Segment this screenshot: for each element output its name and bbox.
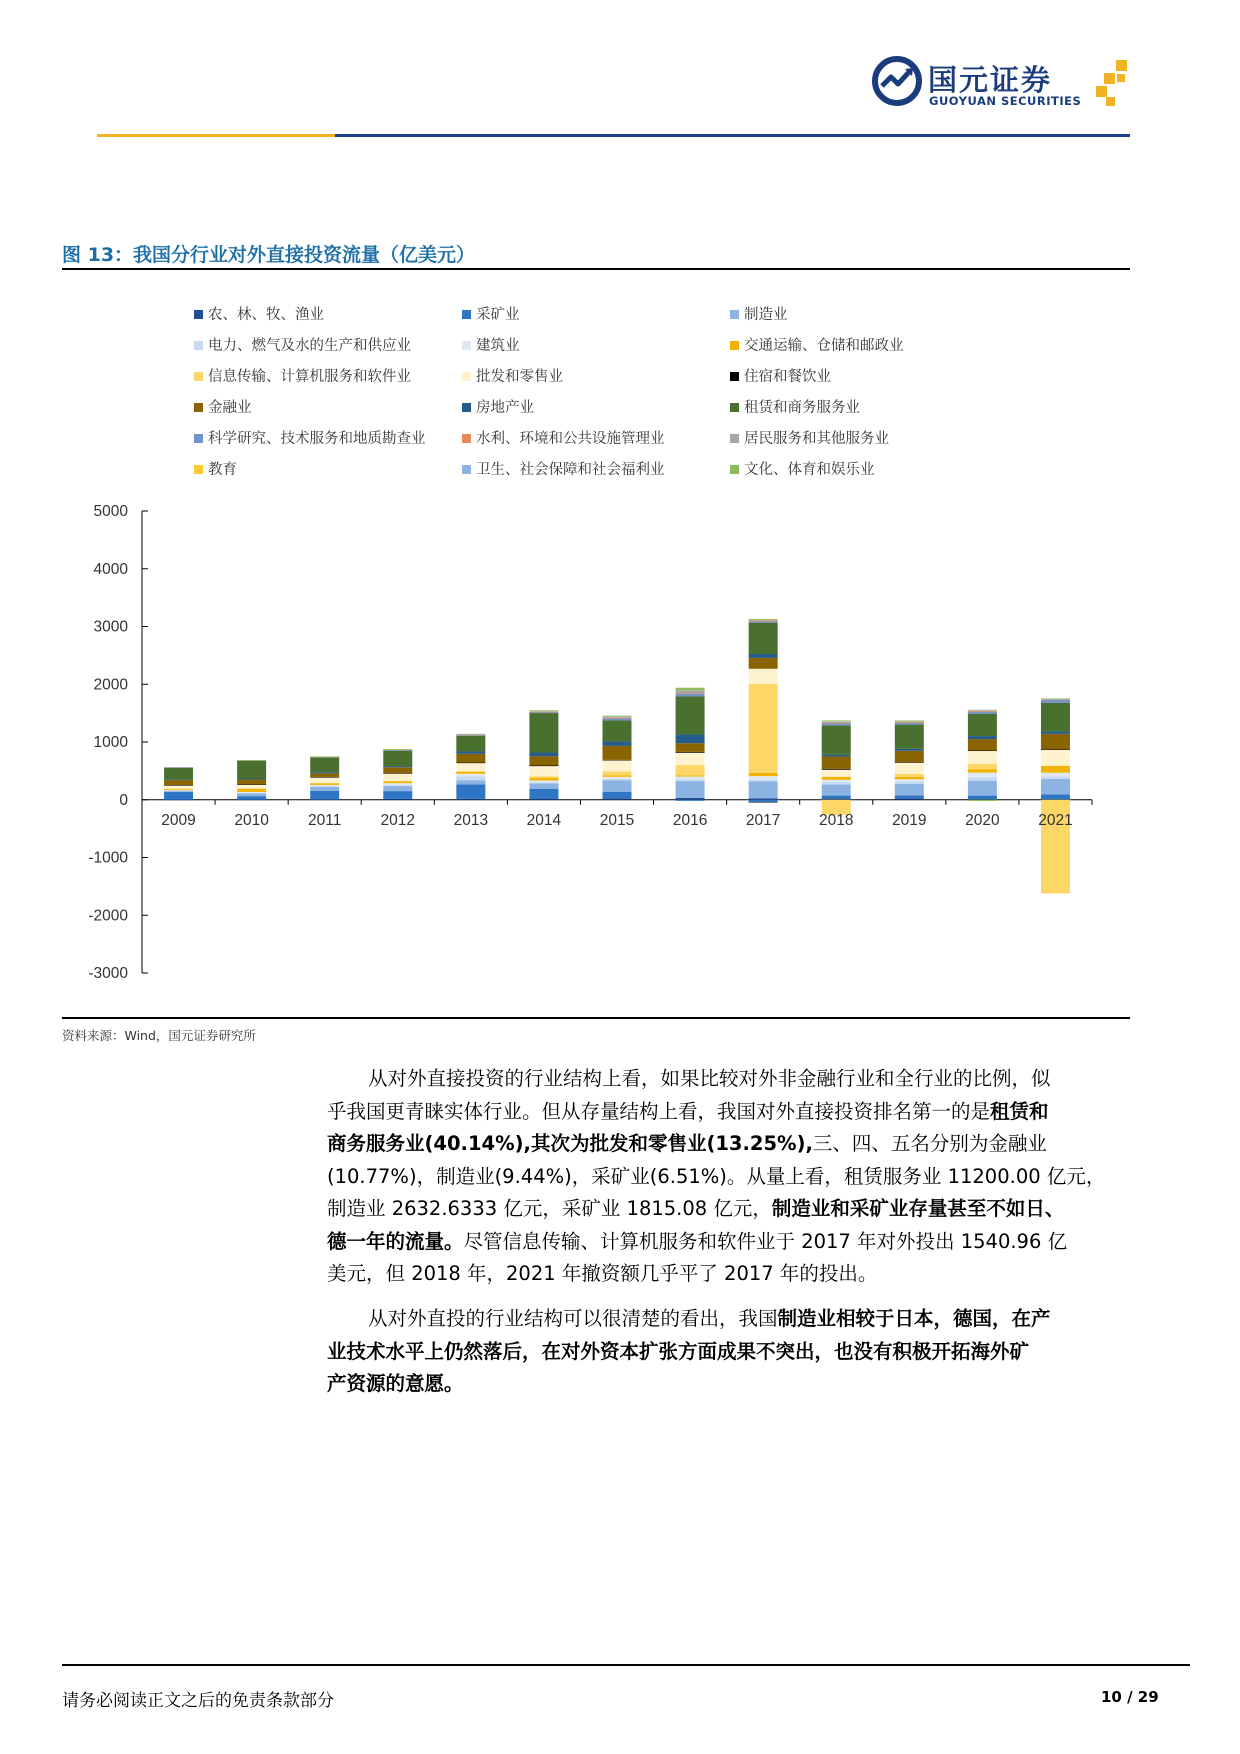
bar-segment xyxy=(968,711,997,712)
bar-segment xyxy=(164,780,193,785)
x-tick-label: 2009 xyxy=(161,811,196,829)
bar-segment xyxy=(310,799,339,800)
bar-segment xyxy=(383,766,412,767)
legend-swatch xyxy=(462,403,471,412)
bar-segment xyxy=(383,773,412,774)
text-line xyxy=(327,1226,1130,1259)
y-tick-label: -1000 xyxy=(88,849,128,867)
bar-segment xyxy=(822,798,851,800)
legend-label: 电力、燃气及水的生产和供应业 xyxy=(208,338,411,354)
bar-segment xyxy=(1041,773,1070,777)
bar-segment xyxy=(383,781,412,782)
legend-swatch xyxy=(462,465,471,474)
bar-segment xyxy=(822,769,851,770)
bar-segment xyxy=(822,785,851,796)
x-tick-label: 2012 xyxy=(380,811,416,829)
page-number: 10 / 29 xyxy=(1101,1688,1159,1706)
bar-segment xyxy=(676,696,705,734)
text-bold-segment: 产资源的意愿。 xyxy=(327,1372,464,1395)
bar-segment xyxy=(749,773,778,776)
legend-label: 文化、体育和娱乐业 xyxy=(744,462,875,478)
bar-segment xyxy=(895,722,924,723)
bar-segment xyxy=(237,793,266,794)
bar-segment xyxy=(1041,750,1070,766)
x-tick-label: 2020 xyxy=(965,811,1000,829)
bar-segment xyxy=(676,694,705,695)
bar-segment xyxy=(383,785,412,786)
text-segment: 尽管信息传输、计算机服务和软件业于 2017 年对外投出 1540.96 亿 xyxy=(463,1229,1068,1253)
footer-rule xyxy=(62,1664,1190,1666)
bar-segment xyxy=(529,753,558,757)
text-segment: (10.77%)，制造业(9.44%)，采矿业(6.51%)。从量上看，租赁服务业 11200.00 亿元， xyxy=(327,1164,1106,1188)
bar-segment xyxy=(676,776,705,777)
y-tick-label: 4000 xyxy=(93,560,128,578)
bar-segment xyxy=(1041,703,1070,732)
bar-segment xyxy=(383,783,412,785)
bar-segment xyxy=(237,799,266,800)
text-line xyxy=(327,1336,1130,1369)
bar-segment xyxy=(310,783,339,784)
bar-segment xyxy=(676,734,705,743)
bar-segment xyxy=(749,781,778,798)
legend-label: 水利、环境和公共设施管理业 xyxy=(476,431,665,447)
bar-segment xyxy=(456,771,485,772)
bar-segment xyxy=(1041,731,1070,733)
bar-segment xyxy=(529,799,558,800)
bar-segment xyxy=(968,739,997,750)
text-bold-segment: 租赁和 xyxy=(990,1099,1049,1123)
text-line xyxy=(327,1063,1130,1096)
figure-source: 资料来源：Wind，国元证券研究所 xyxy=(62,1028,256,1043)
legend-label: 信息传输、计算机服务和软件业 xyxy=(208,369,411,385)
bar-segment xyxy=(529,780,558,782)
bar-segment xyxy=(968,710,997,711)
bar-segment xyxy=(310,777,339,783)
bar-segment xyxy=(749,619,778,620)
x-tick-label: 2016 xyxy=(672,811,708,829)
bar-segment xyxy=(749,654,778,658)
legend-label: 采矿业 xyxy=(476,307,520,323)
bar-segment xyxy=(237,796,266,799)
bar-segment xyxy=(749,658,778,669)
bar-segment xyxy=(968,796,997,800)
bar-segment xyxy=(895,762,924,763)
bar-segment xyxy=(749,684,778,773)
bar-segment xyxy=(529,710,558,711)
text-segment: 从对外直接投资的行业结构上看，如果比较对外非金融行业和全行业的比例，似 xyxy=(368,1067,1051,1090)
bar-segment xyxy=(529,776,558,778)
bar-segment xyxy=(749,802,778,803)
bar-segment xyxy=(968,781,997,796)
legend-swatch xyxy=(462,434,471,443)
bar-segment xyxy=(1041,776,1070,779)
bar-segment xyxy=(1041,698,1070,699)
bar-segment xyxy=(749,780,778,781)
bar-segment xyxy=(895,777,924,779)
bar-segment xyxy=(383,791,412,799)
bar-segment xyxy=(383,750,412,751)
bar-segment xyxy=(1041,779,1070,794)
bar-segment xyxy=(603,779,632,780)
logo-chinese-name: 国元证券 xyxy=(928,63,1053,97)
bar-segment xyxy=(529,782,558,783)
bar-segment xyxy=(676,690,705,693)
bar-segment xyxy=(310,772,339,773)
bar-segment xyxy=(968,714,997,736)
text-line xyxy=(327,1161,1130,1194)
bar-segment xyxy=(968,769,997,773)
bar-segment xyxy=(310,786,339,787)
bar-segment xyxy=(895,720,924,721)
bar-segment xyxy=(603,746,632,760)
bar-segment xyxy=(968,764,997,769)
legend-swatch xyxy=(194,341,203,350)
legend-swatch xyxy=(730,434,739,443)
bar-segment xyxy=(603,760,632,761)
bar-segment xyxy=(456,736,485,752)
text-segment: 美元，但 2018 年，2021 年撤资额几乎平了 2017 年的投出。 xyxy=(327,1262,878,1285)
text-line xyxy=(327,1368,1130,1401)
bar-segment xyxy=(603,760,632,771)
bar-segment xyxy=(310,773,339,777)
bar-segment xyxy=(529,789,558,799)
figure-bottom-rule xyxy=(62,1017,1130,1019)
bar-segment xyxy=(383,799,412,800)
legend-label: 农、林、牧、渔业 xyxy=(208,307,324,323)
text-segment: 制造业 2632.6333 亿元，采矿业 1815.08 亿元， xyxy=(327,1197,772,1220)
bar-segment xyxy=(456,799,485,800)
bar-segment xyxy=(895,725,924,749)
bar-segment xyxy=(822,723,851,724)
bar-segment xyxy=(822,721,851,722)
bar-segment xyxy=(676,777,705,780)
bar-segment xyxy=(968,736,997,739)
bar-segment xyxy=(895,795,924,798)
bar-segment xyxy=(749,621,778,622)
bar-segment xyxy=(456,780,485,784)
bar-segment xyxy=(676,694,705,696)
legend-label: 科学研究、技术服务和地质勘查业 xyxy=(208,431,426,447)
bar-segment xyxy=(383,751,412,766)
bar-segment xyxy=(676,798,705,800)
bar-segment xyxy=(822,756,851,769)
text-line xyxy=(327,1128,1130,1161)
bar-segment xyxy=(529,766,558,777)
legend-label: 教育 xyxy=(208,462,237,478)
bar-segment xyxy=(310,783,339,785)
legend-swatch xyxy=(730,465,739,474)
bar-segment xyxy=(237,793,266,796)
bar-segment xyxy=(895,781,924,783)
bar-segment xyxy=(237,784,266,785)
bar-segment xyxy=(383,773,412,781)
bar-segment xyxy=(1041,799,1070,800)
bar-segment xyxy=(603,792,632,799)
bar-segment xyxy=(310,777,339,778)
legend-swatch xyxy=(194,434,203,443)
bar-segment xyxy=(164,768,193,780)
bar-segment xyxy=(968,799,997,800)
bar-segment xyxy=(456,763,485,764)
legend-swatch xyxy=(462,341,471,350)
y-tick-label: 1000 xyxy=(93,734,128,751)
text-segment: 三、四、五名分别为金融业 xyxy=(812,1132,1047,1155)
legend-swatch xyxy=(730,310,739,319)
legend-swatch xyxy=(462,310,471,319)
x-tick-label: 2011 xyxy=(308,811,342,829)
bar-segment xyxy=(822,770,851,777)
bar-segment xyxy=(237,789,266,792)
bar-segment xyxy=(456,774,485,777)
bar-segment xyxy=(676,743,705,752)
text-line xyxy=(327,1258,1130,1291)
y-tick-label: 5000 xyxy=(93,503,128,520)
bar-segment xyxy=(895,779,924,781)
bar-segment xyxy=(895,774,924,777)
text-bold-segment: 德一年的流量。 xyxy=(327,1229,464,1253)
bar-segment xyxy=(822,725,851,754)
text-bold-segment: 商务服务业(40.14%),其次为批发和零售业(13.25%), xyxy=(327,1132,813,1155)
bar-segment xyxy=(164,780,193,781)
bar-segment xyxy=(895,763,924,774)
bar-segment xyxy=(1041,700,1070,703)
bar-segment xyxy=(456,784,485,798)
bar-segment xyxy=(968,800,997,801)
bar-segment xyxy=(603,717,632,718)
bar-segment xyxy=(676,779,705,781)
legend-swatch xyxy=(194,403,203,412)
x-tick-label: 2017 xyxy=(745,811,781,829)
text-line xyxy=(327,1193,1130,1226)
bar-segment xyxy=(603,777,632,779)
bar-segment xyxy=(676,765,705,776)
y-tick-label: 2000 xyxy=(93,676,128,694)
y-tick-label: -2000 xyxy=(88,907,128,925)
legend-swatch xyxy=(462,372,471,381)
text-line xyxy=(327,1096,1130,1129)
bar-segment xyxy=(968,773,997,778)
bar-segment xyxy=(603,771,632,775)
bar-segment xyxy=(529,756,558,765)
x-tick-label: 2010 xyxy=(234,811,269,829)
bar-segment xyxy=(456,752,485,754)
bar-segment xyxy=(237,792,266,793)
bar-segment xyxy=(1041,749,1070,750)
x-tick-label: 2013 xyxy=(453,811,489,829)
bar-segment xyxy=(676,688,705,690)
text-line xyxy=(327,1303,1130,1336)
text-segment: 从对外直投的行业结构可以很清楚的看出，我国 xyxy=(368,1307,778,1330)
text-bold-segment: 制造业相较于日本，德国，在产 xyxy=(777,1307,1051,1330)
bar-segment xyxy=(383,767,412,773)
bar-segment xyxy=(1041,766,1070,773)
legend-label: 租赁和商务服务业 xyxy=(744,400,860,416)
bar-segment xyxy=(237,788,266,789)
bar-segment xyxy=(603,719,632,721)
text-bold-segment: 制造业和采矿业存量甚至不如日、 xyxy=(771,1197,1065,1220)
legend-label: 交通运输、仓储和邮政业 xyxy=(744,338,904,354)
bar-segment xyxy=(1041,892,1070,893)
x-tick-label: 2019 xyxy=(892,811,927,829)
bar-segment xyxy=(895,784,924,796)
bar-segment xyxy=(749,669,778,684)
footer-disclaimer: 请务必阅读正文之后的免责条款部分 xyxy=(62,1691,334,1711)
bar-segment xyxy=(968,777,997,780)
bar-segment xyxy=(456,776,485,780)
bar-segment xyxy=(164,790,193,791)
y-tick-label: -3000 xyxy=(88,965,128,982)
bar-segment xyxy=(749,620,778,621)
paragraph-conclusion xyxy=(327,1303,1130,1401)
bar-segment xyxy=(456,763,485,771)
legend-swatch xyxy=(730,372,739,381)
x-tick-label: 2015 xyxy=(599,811,635,829)
legend-swatch xyxy=(194,465,203,474)
legend-label: 批发和零售业 xyxy=(476,369,563,385)
x-tick-label: 2018 xyxy=(818,811,854,829)
legend-swatch xyxy=(730,403,739,412)
bar-segment xyxy=(822,720,851,721)
x-tick-label: 2014 xyxy=(526,811,562,829)
bar-segment xyxy=(310,785,339,786)
x-tick-label: 2021 xyxy=(1038,811,1073,829)
bar-segment xyxy=(456,772,485,774)
bar-segment xyxy=(676,752,705,753)
legend-label: 卫生、社会保障和社会福利业 xyxy=(476,462,665,478)
legend-label: 居民服务和其他服务业 xyxy=(744,431,889,447)
legend-swatch xyxy=(730,341,739,350)
bar-segment xyxy=(603,775,632,777)
y-tick-label: 3000 xyxy=(93,618,128,636)
bar-segment xyxy=(237,760,266,761)
bar-segment xyxy=(749,798,778,799)
legend-label: 制造业 xyxy=(744,307,788,323)
bar-segment xyxy=(383,786,412,791)
bar-segment xyxy=(822,755,851,757)
bar-segment xyxy=(822,796,851,799)
bar-segment xyxy=(310,756,339,757)
logo-english-name: GUOYUAN SECURITIES xyxy=(929,94,1082,108)
y-tick-label: 0 xyxy=(119,791,128,809)
bar-segment xyxy=(676,753,705,765)
bar-segment xyxy=(237,761,266,778)
legend-swatch xyxy=(194,372,203,381)
bar-segment xyxy=(237,778,266,779)
text-bold-segment: 业技术水平上仍然落后，在对外资本扩张方面成果不突出，也没有积极开拓海外矿 xyxy=(327,1339,1030,1363)
legend-label: 住宿和餐饮业 xyxy=(744,369,831,385)
bar-segment xyxy=(603,780,632,792)
paragraph-industry-structure xyxy=(327,1063,1130,1291)
bar-segment xyxy=(456,754,485,763)
bar-segment xyxy=(529,778,558,780)
bar-segment xyxy=(310,787,339,791)
bar-segment xyxy=(529,783,558,789)
bar-segment xyxy=(895,751,924,762)
bar-segment xyxy=(895,749,924,751)
bar-segment xyxy=(603,798,632,800)
bar-segment xyxy=(164,792,193,800)
text-segment: 乎我国更青睐实体行业。但从存量结构上看，我国对外直接投资排名第一的是 xyxy=(327,1099,991,1123)
bar-segment xyxy=(968,750,997,763)
bar-segment xyxy=(749,800,778,802)
bar-segment xyxy=(164,789,193,790)
bar-segment xyxy=(895,798,924,799)
legend-label: 金融业 xyxy=(208,400,252,416)
legend-swatch xyxy=(194,310,203,319)
bar-segment xyxy=(603,741,632,746)
bar-segment xyxy=(310,791,339,799)
bar-segment xyxy=(676,690,705,691)
bar-segment xyxy=(529,766,558,767)
bar-segment xyxy=(237,779,266,784)
bar-segment xyxy=(822,782,851,785)
bar-segment xyxy=(1041,794,1070,799)
bar-segment xyxy=(164,767,193,768)
bar-segment xyxy=(822,780,851,782)
legend-label: 建筑业 xyxy=(476,338,520,354)
bar-segment xyxy=(603,716,632,717)
bar-segment xyxy=(383,749,412,750)
bar-segment xyxy=(676,781,705,798)
bar-segment xyxy=(529,713,558,752)
bar-segment xyxy=(749,776,778,780)
bar-segment xyxy=(1041,734,1070,750)
bar-segment xyxy=(237,785,266,789)
bar-segment xyxy=(310,757,339,772)
bar-segment xyxy=(676,800,705,801)
bar-segment xyxy=(164,785,193,786)
bar-segment xyxy=(603,720,632,741)
bar-segment xyxy=(456,735,485,736)
bar-segment xyxy=(603,718,632,719)
bar-segment xyxy=(749,623,778,654)
bar-segment xyxy=(164,800,193,801)
bar-segment xyxy=(822,777,851,780)
legend-label: 房地产业 xyxy=(476,400,534,416)
figure-title: 图 13：我国分行业对外直接投资流量（亿美元） xyxy=(62,244,476,266)
bar-segment xyxy=(968,750,997,751)
bar-segment xyxy=(456,734,485,735)
bar-segment xyxy=(529,712,558,713)
bar-segment xyxy=(383,781,412,783)
